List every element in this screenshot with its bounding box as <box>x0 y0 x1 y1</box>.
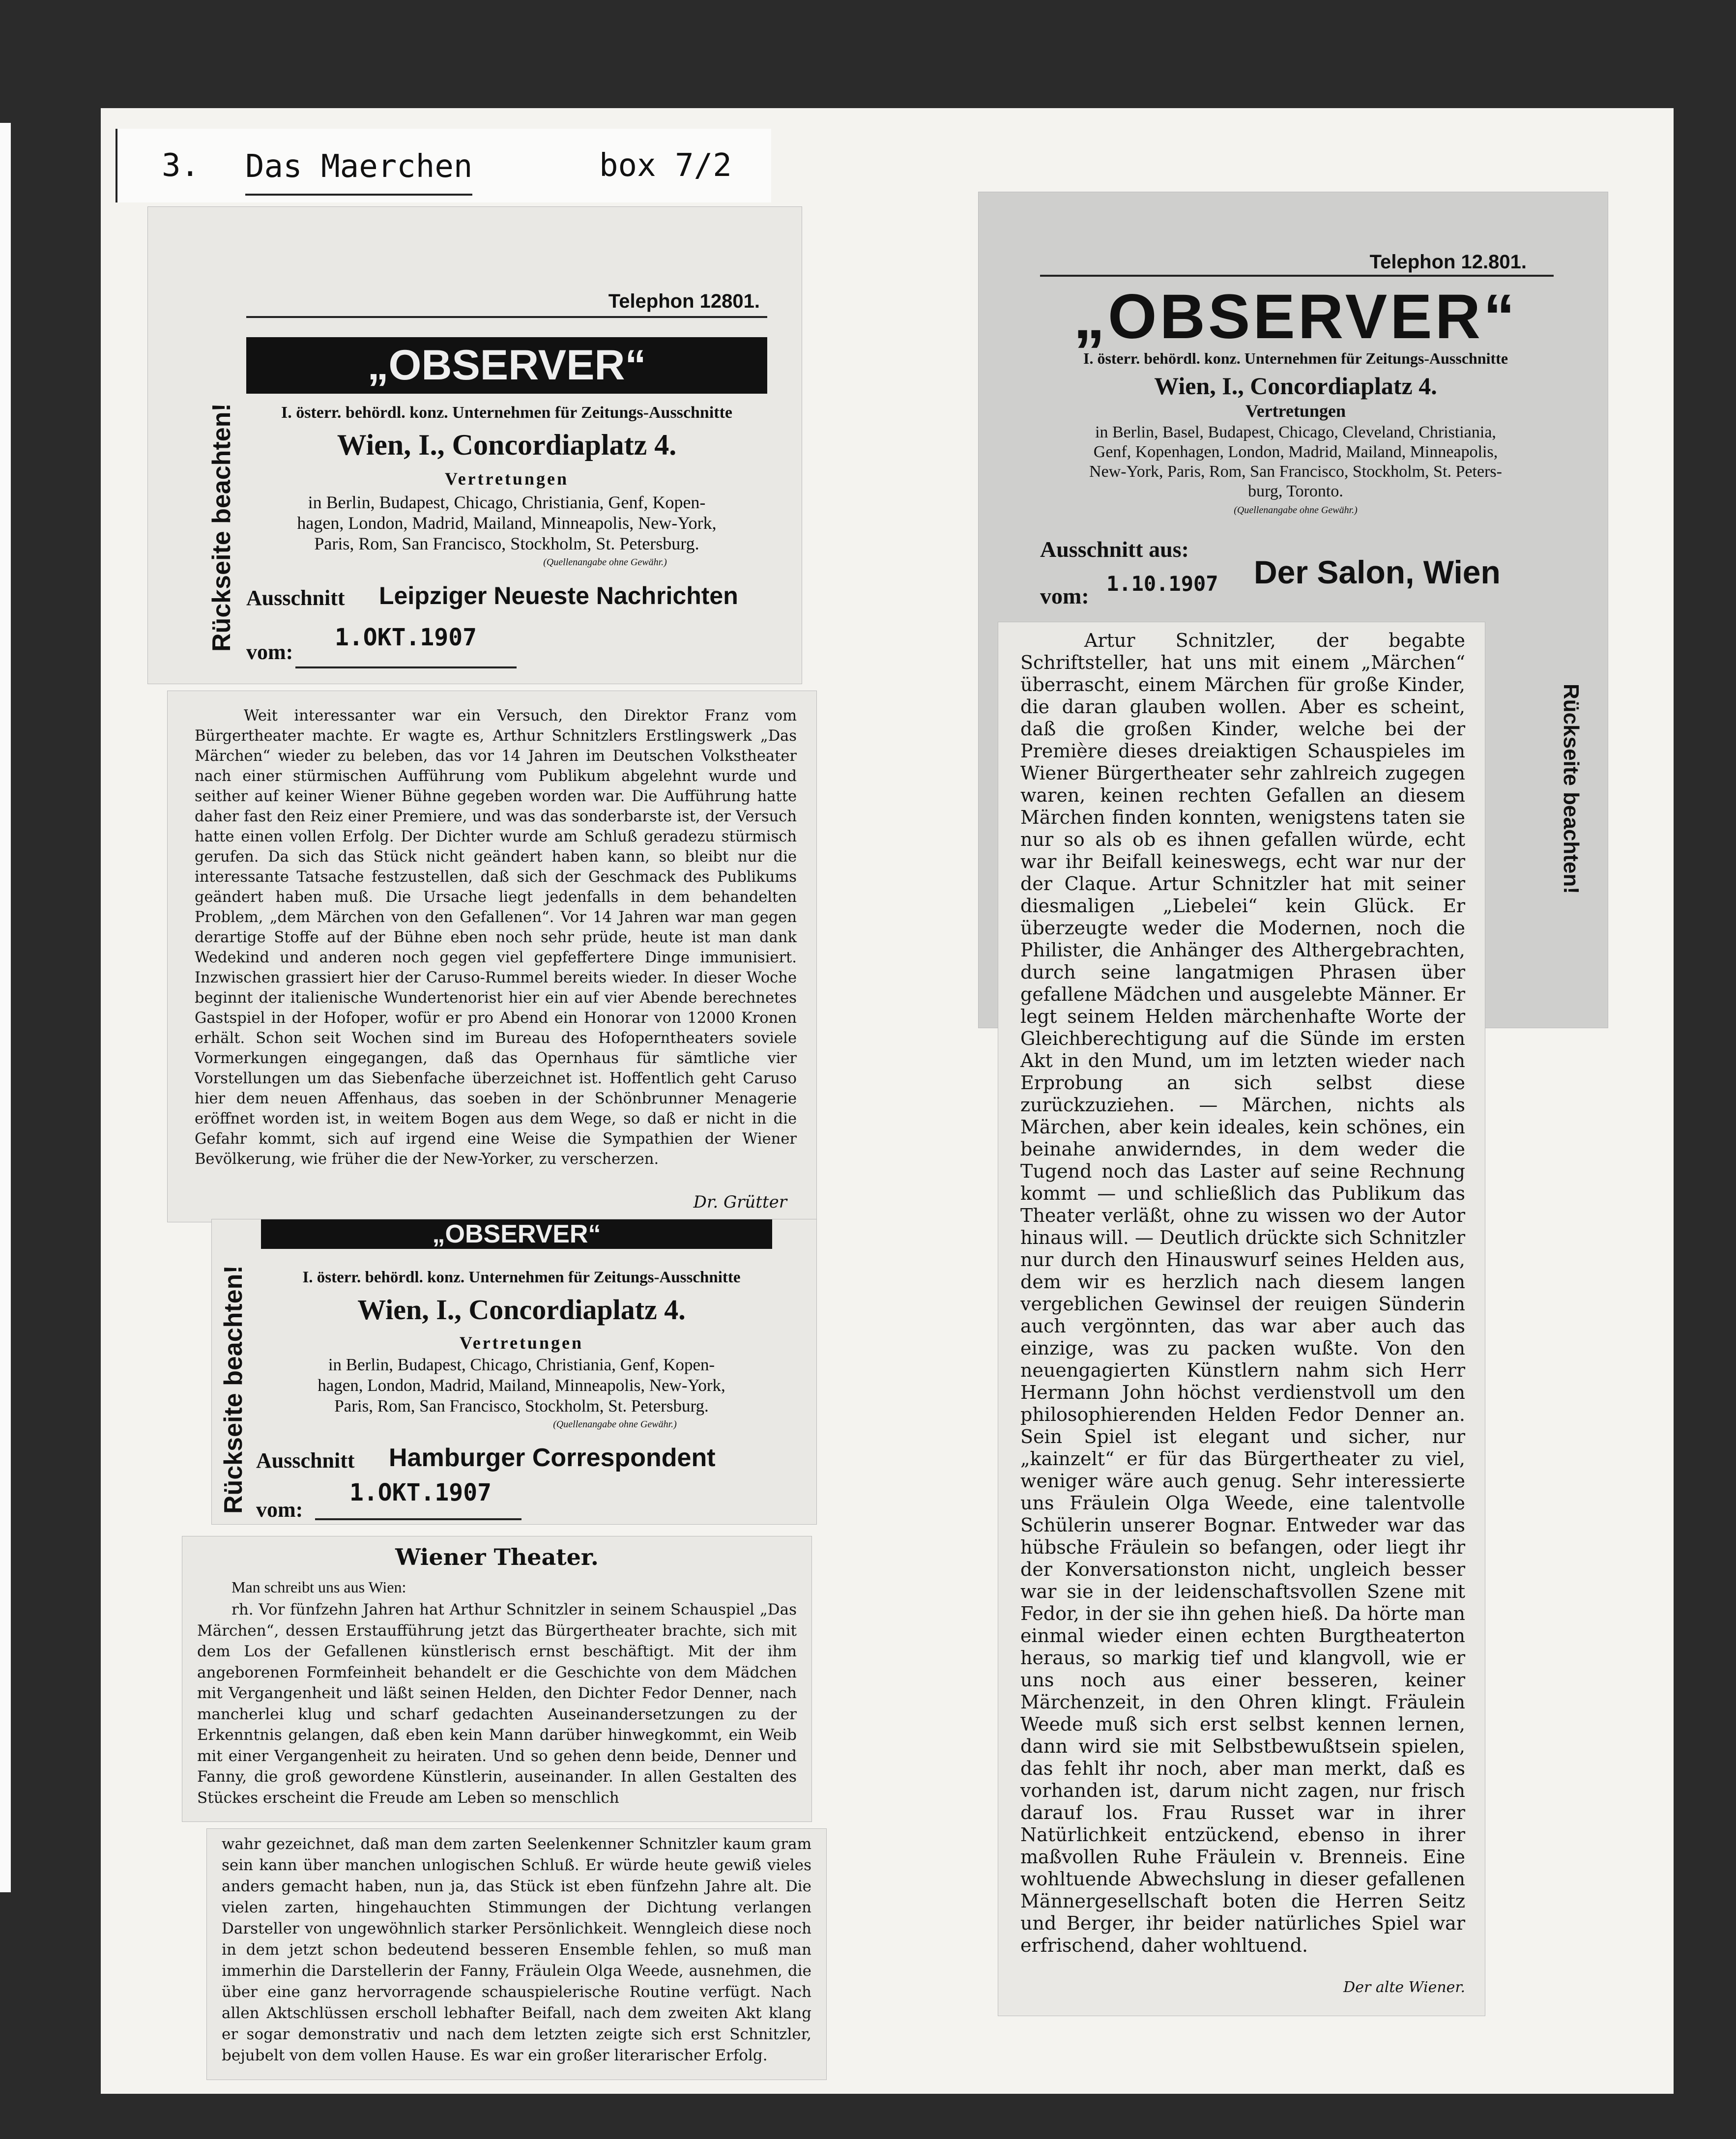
ausschnitt-label: Ausschnitt aus: <box>1040 537 1189 562</box>
label-box: box 7/2 <box>599 147 732 184</box>
article-body <box>197 1599 797 1808</box>
observer-banner: „OBSERVER“ <box>246 337 767 394</box>
rueckseite-note: Rückseite beachten! <box>1559 684 1583 894</box>
article-intro: Man schreibt uns aus Wien: <box>231 1578 406 1596</box>
date-underline <box>295 666 517 668</box>
address: Wien, I., Concordiaplatz 4. <box>337 429 677 461</box>
source-name: Hamburger Correspondent <box>389 1444 716 1472</box>
disclaimer: (Quellenangabe ohne Gewähr.) <box>543 557 667 568</box>
article-paragraph: wahr gezeichnet, daß man dem zarten Seelenkenner Schnitzler kaum gram sein kann über manchen unlogischen Schluß. Er würde heute gewiß vieles anders gemacht haben, nun ja, das Stück ist eben fünfzehn Jahre alt. Die vielen zarten, hingehauchten Stimmungen der Dichtung verlangen Darsteller von ungewöhnlich starker Persönlichkeit. Wenngleich diese noch in dem jetzt schon bedeutend besseren Ensemble fehlen, so muß man immerhin die Darstellerin der Fanny, Fräulein Olga Weede, ausnehmen, die über eine ganz hervorragende schauspielerische Routine verfügt. Nach allen Aktschlüssen erscholl lebhafter Beifall, nach dem zweiten Akt klang er sogar demonstrativ und nach dem letzten zeigte sich erst Schnitzler, bejubelt von dem vollen Hause. Es war ein großer literarischer Erfolg. <box>222 1835 811 2064</box>
folder-label <box>116 129 771 202</box>
cities-line-4: burg, Toronto. <box>1248 482 1343 500</box>
cities-line-3: Paris, Rom, San Francisco, Stockholm, St. Petersburg. <box>334 1396 709 1416</box>
address: Wien, I., Concordiaplatz 4. <box>1154 372 1437 400</box>
cities-line-1: in Berlin, Budapest, Chicago, Christiania, Genf, Kopen- <box>308 492 706 512</box>
vom-label: vom: <box>1040 583 1089 608</box>
article-paragraph: Artur Schnitzler, der begabte Schriftsteller, hat uns mit einem „Märchen“ überrascht, einem Märchen für große Kinder, die daran glauben wollen. Aber es scheint, daß die großen Kinder, welche bei der Première dieses dreiaktigen Schauspieles im Wiener Bürgertheater sehr zahlreich zugegen waren, keinen rechten Gefallen an diesem Märchen finden konnten, wenigstens taten sie nur so als ob es ihnen gefallen würde, echt war ihr Beifall keineswegs, echt war nur der der Claque. Artur Schnitzler hat mit seiner diesmaligen „Liebelei“ kein Glück. Er überzeugte weder die Modernen, noch die Philister, die Anhänger des Althergebrachten, durch seine langatmigen Phrasen über gefallene Mädchen und ausgelebte Männer. Er legt seinem Helden märchenhafte Worte der Gleichberechtigung auf die Sünde im ersten Akt in den Mund, um im letzten wieder nach Erprobung an sich selbst diese zurückzuziehen. — Märchen, nichts als Märchen, aber kein ideales, kein schönes, ein beinahe anwiderndes, in dem weder die Tugend noch das Laster auf seine Rechnung kommt — und schließlich das Publikum das Theater verläßt, ohne zu wissen wo der Autor hinaus will. — Deutlich drückte sich Schnitzler nur durch den Hinauswurf seines Helden aus, dem wir es herzlich nach diesem langen vergeblichen Gewinsel der reuigen Sünderin auch vergönnten, das war aber auch das einzige, was zu packen wußte. Von den neuengagierten Künstlern nahm sich Herr Hermann John höchst verdienstvoll um den philosophierenden Helden Fedor Denner an. Sein Spiel ist elegant und sicher, nur „kainzelt“ er für das Bürgertheater zu viel, weniger wäre auch genug. Sehr interessierte uns Fräulein Olga Weede, eine talentvolle Schülerin unserer Bognar. Entweder war das hübsche Fräulein so befangen, oder liegt ihr der Konversationston nicht, ungleich besser war sie in der leidenschaftsvollen Szene mit Fedor, in der sie ihn gehen hieß. Da hörte man einmal wieder einen echten Burgtheaterton heraus, so markig tief und klangvoll, wie er uns noch aus einer besseren, keiner Märchenzeit, in den Ohren klingt. Fräulein Weede muß sich erst selbst kennen lernen, dann wird sie mit Selbstbewußtsein spielen, das fehlt ihr noch, aber man merkt, daß es vorhanden ist, darum nicht zagen, nur frisch darauf los. Frau Russet war in ihrer Natürlichkeit entzückend, ebenso in ihrer maßvollen Ruhe Fräulein v. Brenneis. Eine wohltuende Abwechslung in dieser gefallenen Männergesellschaft boten die Herren Seitz und Berger, ihr beider natürliches Spiel war erfrischend, daher wohltuend. <box>1020 630 1465 1956</box>
cities-line-2: hagen, London, Madrid, Mailand, Minneapolis, New-York, <box>318 1376 725 1395</box>
disclaimer: (Quellenangabe ohne Gewähr.) <box>553 1419 677 1430</box>
clip-date: 1.OKT.1907 <box>349 1479 492 1506</box>
disclaimer: (Quellenangabe ohne Gewähr.) <box>1234 505 1358 516</box>
source-name: Leipziger Neueste Nachrichten <box>379 582 738 609</box>
signature: Dr. Grütter <box>693 1192 787 1212</box>
ausschnitt-label: Ausschnitt <box>256 1448 355 1473</box>
vertretungen-label: Vertretungen <box>445 469 569 489</box>
clip-date: 1.10.1907 <box>1106 572 1218 596</box>
tagline: I. österr. behördl. konz. Unternehmen für Zeitungs-Ausschnitte <box>281 404 733 422</box>
vertretungen-label: Vertretungen <box>1245 401 1346 421</box>
tagline: I. österr. behördl. konz. Unternehmen für Zeitungs-Ausschnitte <box>302 1269 741 1286</box>
cities-line-2: hagen, London, Madrid, Mailand, Minneapolis, New-York, <box>297 513 717 533</box>
clipping-leipzig-article <box>167 691 817 1222</box>
clipping-salon-article <box>998 622 1485 2016</box>
label-number: 3. <box>162 147 200 184</box>
article-paragraph: rh. Vor fünfzehn Jahren hat Arthur Schnitzler in seinem Schauspiel „Das Märchen“, dessen Erstaufführung jetzt das Bürgertheater brachte, sich mit dem Los der Gefallenen künstlerisch ernst beschäftigt. Mit der ihm angeborenen Formfeinheit behandelt er die Geschichte von dem Mädchen mit Vergangenheit und läßt seinen Helden, den Dichter Fedor Denner, nach mancherlei klug und scharf gedachten Auseinandersetzungen zu der Erkenntnis gelangen, daß eben kein Mann darüber hinwegkommt, ein Weib mit einer Vergangenheit zu heiraten. Und so gehen denn beide, Denner und Fanny, die groß gewordene Künstlerin, auseinander. In allen Gestalten des Stückes erscheint die Freude am Leben so menschlich <box>197 1601 797 1807</box>
clipping-hamburg-header <box>211 1219 817 1525</box>
cities-line-2: Genf, Kopenhagen, London, Madrid, Mailand, Minneapolis, <box>1093 443 1498 461</box>
vertretungen-label: Vertretungen <box>460 1333 583 1353</box>
article-paragraph: Weit interessanter war ein Versuch, den Direktor Franz vom Bürgertheater machte. Er wagte es, Arthur Schnitzlers Erstlingswerk „Das Märchen“ wieder zu beleben, das vor 14 Jahren im Deutschen Volkstheater nach einer stürmischen Aufführung vom Publikum abgelehnt wurde und seither auf keiner Wiener Bühne gegeben worden war. Die Aufführung hatte daher fast den Reiz einer Premiere, und was das sonderbarste ist, der Versuch hatte einen vollen Erfolg. Der Dichter wurde am Schluß geradezu stürmisch gerufen. Da sich das Stück nicht geändert haben kann, so bleibt nur die interessante Tatsache festzustellen, daß sich der Geschmack des Publikums geändert haben muß. Die Ursache liegt jedenfalls in dem behandelten Problem, „dem Märchen von den Gefallenen“. Vor 14 Jahren war man gegen derartige Stoffe auf der Bühne eben noch sehr prüde, heute ist man dank Wedekind und anderen noch gegen viel gepfeffertere Dinge immunisiert. Inzwischen grassiert hier der Caruso-Rummel bereits wieder. In dieser Woche beginnt der italienische Wundertenorist hier ein auf vier Abende berechnetes Gastspiel in der Hofoper, wofür er pro Abend ein Honorar von 12000 Kronen erhält. Schon seit Wochen sind im Bureau des Hofoperntheaters soviele Vormerkungen eingegangen, daß das Opernhaus für sämtliche vier Vorstellungen um das Siebenfache überzeichnet ist. Hoffentlich geht Caruso hier dem neuen Affenhaus, das soeben in der Schönbrunner Menagerie eröffnet worden ist, in weitem Bogen aus dem Wege, so daß er nicht in die Gefahr kommt, sich auf irgend eine Weise die Sympathien der Wiener Bevölkerung, wie früher die der New-Yorker, zu verscherzen. <box>195 707 797 1168</box>
vom-label: vom: <box>246 640 293 664</box>
clipping-leipzig-header <box>147 206 802 684</box>
cities-line-1: in Berlin, Basel, Budapest, Chicago, Cleveland, Christiania, <box>1095 423 1496 441</box>
signature: Der alte Wiener. <box>1343 1979 1465 1996</box>
clipping-hamburg-article <box>182 1536 812 1822</box>
clipping-hamburg-article-continued <box>206 1828 827 2080</box>
observer-banner: „OBSERVER“ <box>261 1219 772 1249</box>
cities-line-1: in Berlin, Budapest, Chicago, Christiania, Genf, Kopen- <box>328 1355 715 1374</box>
telephone-number: Telephon 12801. <box>608 290 760 312</box>
label-title: Das Maerchen <box>245 140 472 196</box>
page-edge <box>0 123 11 1892</box>
ausschnitt-label: Ausschnitt <box>246 586 345 610</box>
telephone-number: Telephon 12.801. <box>1369 251 1527 273</box>
vom-label: vom: <box>256 1498 303 1522</box>
rueckseite-note: Rückseite beachten! <box>207 403 236 652</box>
article-body <box>195 706 797 1169</box>
article-body <box>1020 630 1465 1957</box>
header-rule <box>1040 275 1554 277</box>
rueckseite-note: Rückseite beachten! <box>219 1265 248 1514</box>
cities-line-3: Paris, Rom, San Francisco, Stockholm, St. Petersburg. <box>314 534 699 553</box>
header-rule <box>246 316 767 318</box>
date-underline <box>315 1518 521 1520</box>
cities-line-3: New-York, Paris, Rom, San Francisco, Stockholm, St. Peters- <box>1089 462 1502 481</box>
clip-date: 1.OKT.1907 <box>335 624 477 651</box>
source-name: Der Salon, Wien <box>1254 554 1501 590</box>
article-heading: Wiener Theater. <box>395 1544 599 1570</box>
article-body <box>222 1834 811 2066</box>
observer-banner: „OBSERVER“ <box>1073 282 1518 352</box>
address: Wien, I., Concordiaplatz 4. <box>357 1294 686 1326</box>
tagline: I. österr. behördl. konz. Unternehmen für Zeitungs-Ausschnitte <box>1083 349 1508 367</box>
